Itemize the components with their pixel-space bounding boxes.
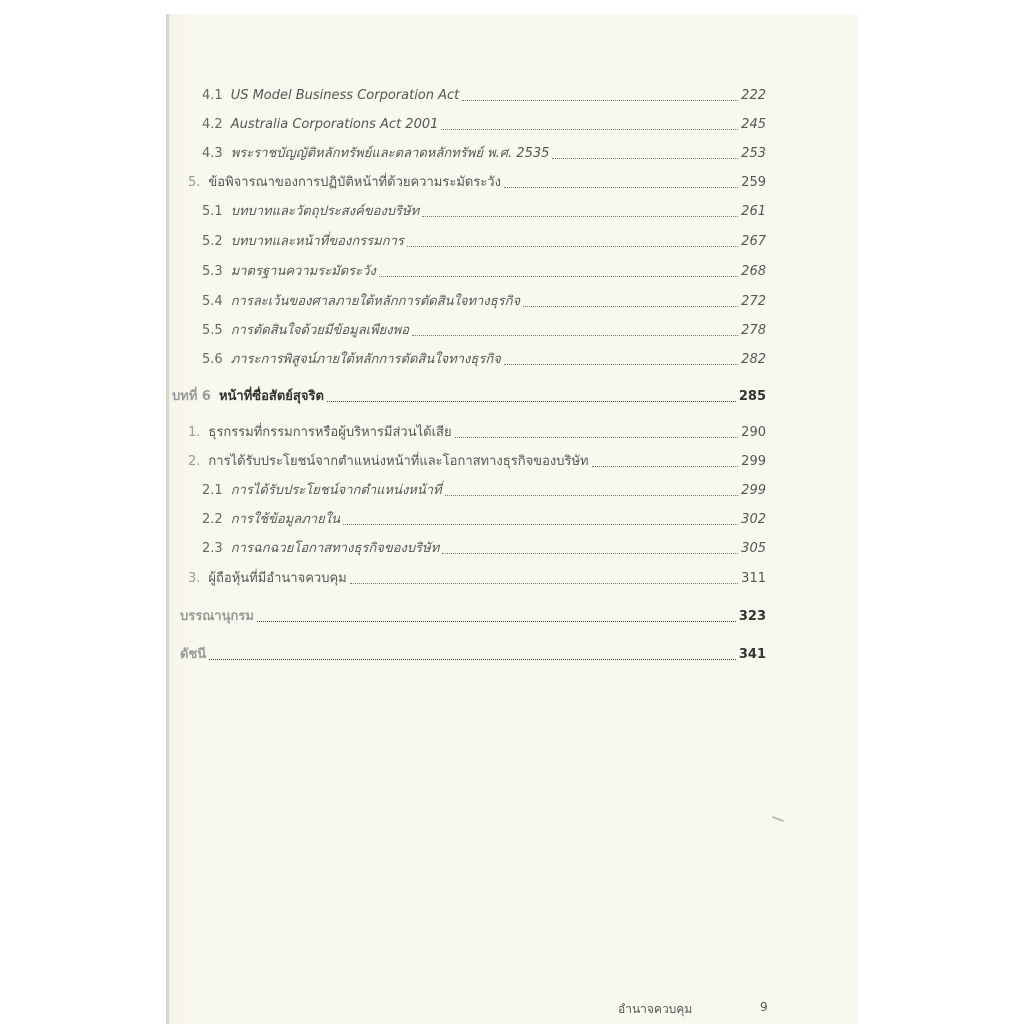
toc-entry-page: 272	[741, 294, 766, 309]
toc-entry-title: ดัชนี	[180, 647, 207, 662]
toc-entry-number: 4.3	[202, 146, 223, 161]
toc-entry-page: 261	[741, 204, 766, 219]
toc-entry-page: 245	[741, 117, 766, 132]
dot-leader	[343, 524, 738, 525]
toc-entry-number: 2.2	[202, 512, 223, 527]
dot-leader	[455, 437, 739, 438]
dot-leader	[441, 129, 738, 130]
toc-entry-title: บรรณานุกรม	[180, 609, 254, 624]
toc-entry-number: 5.3	[202, 264, 223, 279]
book-page	[166, 14, 858, 1024]
toc-entry-page: 285	[738, 389, 766, 404]
toc-entry-page: 222	[741, 88, 766, 103]
toc-entry-page: 282	[741, 352, 766, 367]
toc-entry	[166, 421, 766, 441]
toc-entry-title: ผู้ถือหุ้นที่มีอำนาจควบคุม	[208, 571, 347, 586]
toc-entry-title: การละเว้นของศาลภายใต้หลักการตัดสินใจทางธุรกิจ	[230, 294, 521, 309]
toc-entry-title: การใช้ข้อมูลภายใน	[230, 512, 340, 527]
toc-entry-title: Australia Corporations Act 2001	[230, 117, 439, 132]
toc-entry-title: การได้รับประโยชน์จากตำแหน่งหน้าที่และโอกาสทางธุรกิจของบริษัท	[208, 454, 589, 469]
toc-entry-number: 5.	[188, 175, 201, 190]
dot-leader	[592, 466, 739, 467]
dot-leader	[442, 553, 738, 554]
toc-entry-page: 305	[741, 541, 766, 556]
toc-entry-number: บทที่ 6	[172, 389, 211, 404]
dot-leader	[209, 659, 736, 660]
dot-leader	[412, 335, 738, 336]
dot-leader	[462, 100, 738, 101]
toc-chapter	[166, 605, 766, 625]
toc-entry-title: การได้รับประโยชน์จากตำแหน่งหน้าที่	[230, 483, 442, 498]
footer-page-number: 9	[760, 1000, 768, 1014]
toc-entry-page: 290	[741, 425, 766, 440]
dot-leader	[445, 495, 739, 496]
toc-entry-title: ข้อพิจารณาของการปฏิบัติหน้าที่ด้วยความระมัดระวัง	[208, 175, 501, 190]
dot-leader	[350, 583, 738, 584]
toc-entry-title: พระราชบัญญัติหลักทรัพย์และตลาดหลักทรัพย์ พ.ศ. 2535	[230, 146, 550, 161]
toc-entry	[166, 171, 766, 191]
toc-entry-page: 268	[741, 264, 766, 279]
toc-entry-number: 4.2	[202, 117, 223, 132]
toc-entry-number: 2.1	[202, 483, 223, 498]
toc-entry-page: 299	[741, 483, 766, 498]
toc-entry-number: 1.	[188, 425, 201, 440]
toc-entry-title: หน้าที่ซื่อสัตย์สุจริต	[218, 389, 324, 404]
toc-entry-page: 341	[738, 647, 766, 662]
dot-leader	[552, 158, 738, 159]
toc-chapter	[166, 385, 766, 405]
toc-entry-page: 259	[741, 175, 766, 190]
dot-leader	[523, 306, 738, 307]
toc-entry-title: ภาระการพิสูจน์ภายใต้หลักการตัดสินใจทางธุรกิจ	[230, 352, 501, 367]
toc-entry-page: 323	[738, 609, 766, 624]
toc-entry-title: บทบาทและวัตถุประสงค์ของบริษัท	[230, 204, 420, 219]
toc-entry	[166, 84, 766, 104]
toc-chapter	[166, 643, 766, 663]
toc-entry-number: 2.	[188, 454, 201, 469]
toc-entry-page: 253	[741, 146, 766, 161]
running-footer-title: อำนาจควบคุม	[618, 1002, 693, 1016]
page-gutter-shadow	[166, 14, 169, 1024]
toc-entry-number: 5.5	[202, 323, 223, 338]
toc-entry-page: 267	[741, 234, 766, 249]
dot-leader	[407, 246, 738, 247]
toc-entry-title: การฉกฉวยโอกาสทางธุรกิจของบริษัท	[230, 541, 440, 556]
toc-entry-title: บทบาทและหน้าที่ของกรรมการ	[230, 234, 404, 249]
toc-entry	[166, 479, 766, 499]
toc-entry-title: ธุรกรรมที่กรรมการหรือผู้บริหารมีส่วนได้เสีย	[208, 425, 452, 440]
dot-leader	[504, 187, 738, 188]
toc-entry	[166, 260, 766, 280]
toc-entry-number: 5.4	[202, 294, 223, 309]
toc-entry	[166, 113, 766, 133]
dot-leader	[327, 401, 736, 402]
toc-entry-title: การตัดสินใจด้วยมีข้อมูลเพียงพอ	[230, 323, 410, 338]
toc-entry-title: US Model Business Corporation Act	[230, 88, 460, 103]
dot-leader	[504, 364, 738, 365]
toc-entry	[166, 290, 766, 310]
toc-entry	[166, 508, 766, 528]
toc-entry-number: 5.6	[202, 352, 223, 367]
dot-leader	[422, 216, 738, 217]
toc-entry	[166, 142, 766, 162]
dot-leader	[257, 621, 736, 622]
toc-entry-page: 299	[741, 454, 766, 469]
toc-entry-number: 5.2	[202, 234, 223, 249]
toc-entry-number: 2.3	[202, 541, 223, 556]
toc-entry	[166, 450, 766, 470]
toc-entry	[166, 230, 766, 250]
toc-entry	[166, 348, 766, 368]
toc-entry	[166, 537, 766, 557]
toc-entry-number: 3.	[188, 571, 201, 586]
toc-entry-page: 302	[741, 512, 766, 527]
toc-entry-page: 278	[741, 323, 766, 338]
toc-entry	[166, 200, 766, 220]
toc-entry-page: 311	[741, 571, 766, 586]
dot-leader	[379, 276, 738, 277]
toc-entry-number: 4.1	[202, 88, 223, 103]
toc-entry-number: 5.1	[202, 204, 223, 219]
toc-entry	[166, 567, 766, 587]
toc-entry-title: มาตรฐานความระมัดระวัง	[230, 264, 376, 279]
toc-entry	[166, 319, 766, 339]
